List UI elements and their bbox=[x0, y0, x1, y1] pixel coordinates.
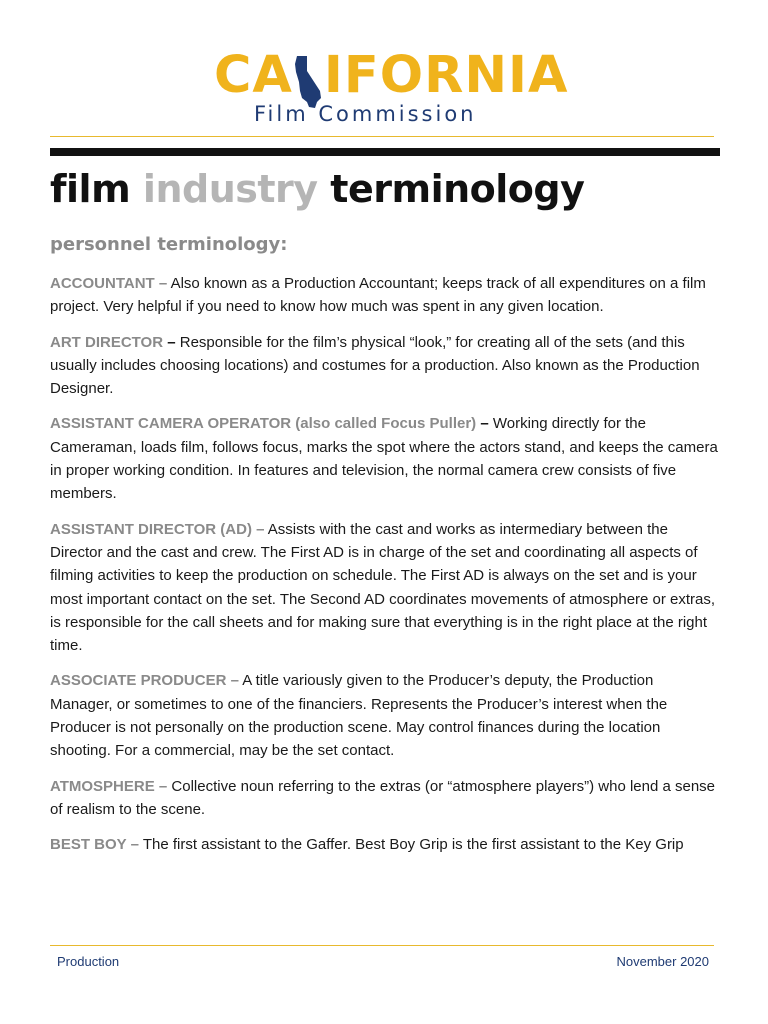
term-definition: Working directly for the Cameraman, loads film, follows focus, marks the spot where the actors stand, and keeps the camera in proper working condition. In features and television, the normal camera crew consists of five members. bbox=[50, 415, 718, 503]
term-entry-accountant bbox=[50, 272, 720, 319]
footer-date: November 2020 bbox=[616, 954, 709, 969]
term-dash: – bbox=[167, 333, 176, 351]
term-definition: Also known as a Production Accountant; keeps track of all expenditures on a film project. Very helpful if you need to know how much was spent in any given location. bbox=[50, 275, 706, 316]
term-label: ACCOUNTANT – bbox=[50, 275, 168, 292]
page-header bbox=[0, 48, 768, 132]
term-label: BEST BOY – bbox=[50, 836, 139, 854]
term-definition: The first assistant to the Gaffer. Best Boy Grip is the first assistant to the Key Grip bbox=[142, 836, 684, 854]
page-title bbox=[50, 166, 584, 212]
logo-word-part-1: CA bbox=[214, 46, 293, 105]
title-word-industry: industry bbox=[142, 167, 318, 211]
logo-wordmark bbox=[214, 48, 568, 104]
term-label: ASSISTANT DIRECTOR (AD) – bbox=[50, 520, 265, 538]
footer-section-label: Production bbox=[57, 954, 120, 969]
california-film-commission-logo bbox=[214, 46, 569, 128]
term-definition: Collective noun referring to the extras (or “atmosphere players”) who lend a sense of realism to the scene. bbox=[50, 777, 716, 818]
term-entry-associate-producer bbox=[50, 669, 720, 762]
logo-subtitle: Film Commission bbox=[254, 102, 477, 126]
term-entry-art-director bbox=[50, 331, 720, 401]
term-entry-atmosphere bbox=[50, 775, 720, 822]
term-label: ATMOSPHERE – bbox=[50, 777, 168, 795]
term-definition: Responsible for the film’s physical “look,” for creating all of the sets (and this usually includes choosing locations) and costumes for a production. Also known as the Production Designer. bbox=[50, 333, 700, 398]
black-divider-bar bbox=[50, 148, 720, 156]
gold-divider-top bbox=[50, 136, 714, 137]
term-dash: – bbox=[480, 415, 489, 433]
section-heading: personnel terminology: bbox=[50, 234, 288, 255]
gold-divider-bottom bbox=[50, 945, 714, 946]
term-label: ASSISTANT CAMERA OPERATOR (also called Focus Puller) bbox=[50, 415, 477, 433]
terminology-list bbox=[50, 272, 720, 869]
term-entry-best-boy bbox=[50, 833, 720, 856]
term-definition: Assists with the cast and works as intermediary between the Director and the cast and crew. The First AD is in charge of the set and coordinating all aspects of filming activities to keep the production on schedule. The First AD is always on the set and is your most important contact on the set. The Second AD coordinates movements of atmosphere or extras, is responsible for the call sheets and for making sure that everything is in the right place at the right time. bbox=[50, 520, 716, 655]
term-label: ART DIRECTOR bbox=[50, 333, 164, 351]
term-entry-assistant-camera-operator bbox=[50, 412, 720, 505]
california-state-shape-icon bbox=[295, 56, 323, 108]
title-word-film: film bbox=[50, 167, 131, 211]
title-word-terminology: terminology bbox=[330, 167, 585, 211]
term-definition: A title variously given to the Producer’s deputy, the Production Manager, or sometimes to one of the financiers. Represents the Producer’s interest when the Producer is not personally on the production scene. May control finances during the location shooting. For a commercial, may be the set contact. bbox=[50, 672, 668, 760]
term-label: ASSOCIATE PRODUCER – bbox=[50, 672, 239, 690]
logo-word-part-2: IFORNIA bbox=[323, 46, 569, 105]
term-entry-assistant-director bbox=[50, 518, 720, 658]
